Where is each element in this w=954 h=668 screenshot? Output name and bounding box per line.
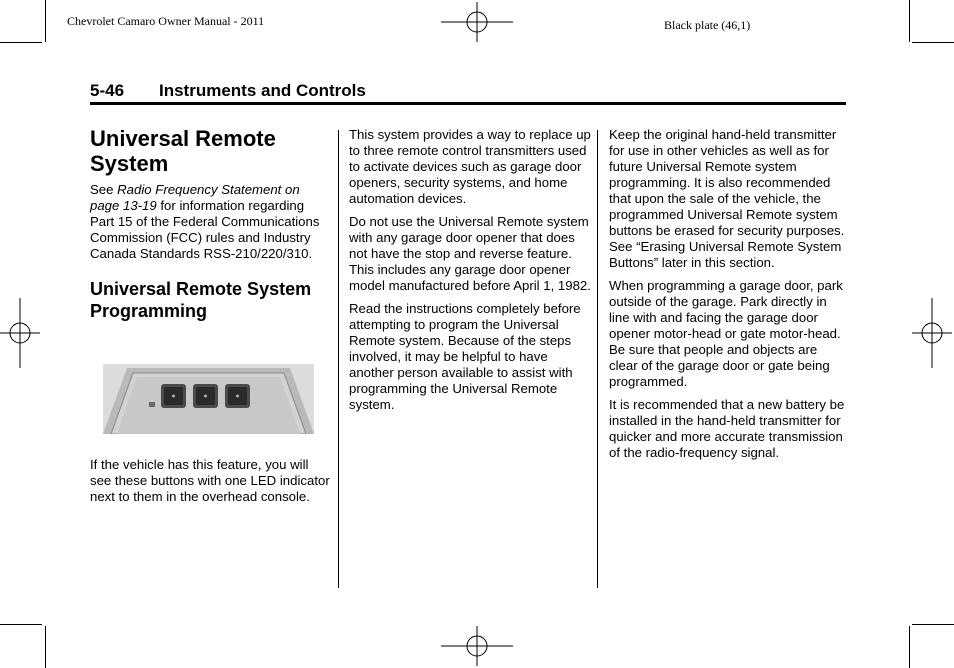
see-rest-text: for information regarding Part 15 of the Federal Communications Commission (FCC) rules and Industry Canada Standards RSS-210/220/310. [90,198,320,261]
registration-mark-icon [441,2,513,42]
book-title: Chevrolet Camaro Owner Manual - 2011 [67,14,265,28]
registration-mark-icon [441,626,513,666]
caption-text: If the vehicle has this feature, you will see these buttons with one LED indicator next to them in the overhead console. [90,457,330,504]
crop-mark [912,42,954,43]
image-caption [90,457,330,512]
paragraph: It is recommended that a new battery be installed in the hand-held transmitter for quicker and more accurate transmission of the radio-frequency signal. [609,397,845,460]
crop-mark [45,0,46,42]
paragraph: Do not use the Universal Remote system with any garage door opener that does not have the stop and reverse feature. This includes any garage door opener model manufactured before April 1, 1982. [349,214,591,293]
column-2 [349,127,591,420]
column-3 [609,127,847,468]
cross-reference-link[interactable]: Radio Frequency Statement on page 13-19 [90,182,300,213]
column-divider [597,130,598,588]
page-title: Universal Remote System [90,126,276,176]
overhead-console-illustration [103,364,314,434]
column-divider [338,130,339,588]
plate-label: Black plate (46,1) [664,18,751,32]
column-1 [90,126,330,322]
led-indicator-icon [149,402,155,407]
crop-mark [909,626,910,668]
crop-mark [912,624,954,625]
paragraph: Keep the original hand-held transmitter for use in other vehicles as well as for future Universal Remote system programming. It is also recommended that upon the sale of the vehicle, the programmed Universal Remote system buttons be erased for security purposes. See “Erasing Universal Remote System Buttons” later in this section. [609,127,845,270]
paragraph: Read the instructions completely before attempting to program the Universal Remote system. Because of the steps involved, it may be helpful to have another person available to assist with programming the Universal Remote system. [349,301,581,412]
registration-mark-icon [912,298,952,368]
crop-mark [0,42,42,43]
crop-mark [0,624,42,625]
section-header [90,80,846,105]
paragraph: This system provides a way to replace up to three remote control transmitters used to activate devices such as garage door openers, security systems, and home automation devices. [349,127,591,206]
see-reference-paragraph [90,182,330,262]
paragraph: When programming a garage door, park outside of the garage. Park directly in line with and facing the garage door opener motor-head or gate motor-head. Be sure that people and objects are clear of the garage door or gate being programmed. [609,278,843,389]
crop-mark [45,626,46,668]
section-title: Instruments and Controls [159,81,366,100]
page-number: 5-46 [90,81,125,100]
see-text: See [90,182,118,197]
subheading: Universal Remote System Programming [90,279,312,321]
registration-mark-icon [0,298,40,368]
crop-mark [909,0,910,42]
